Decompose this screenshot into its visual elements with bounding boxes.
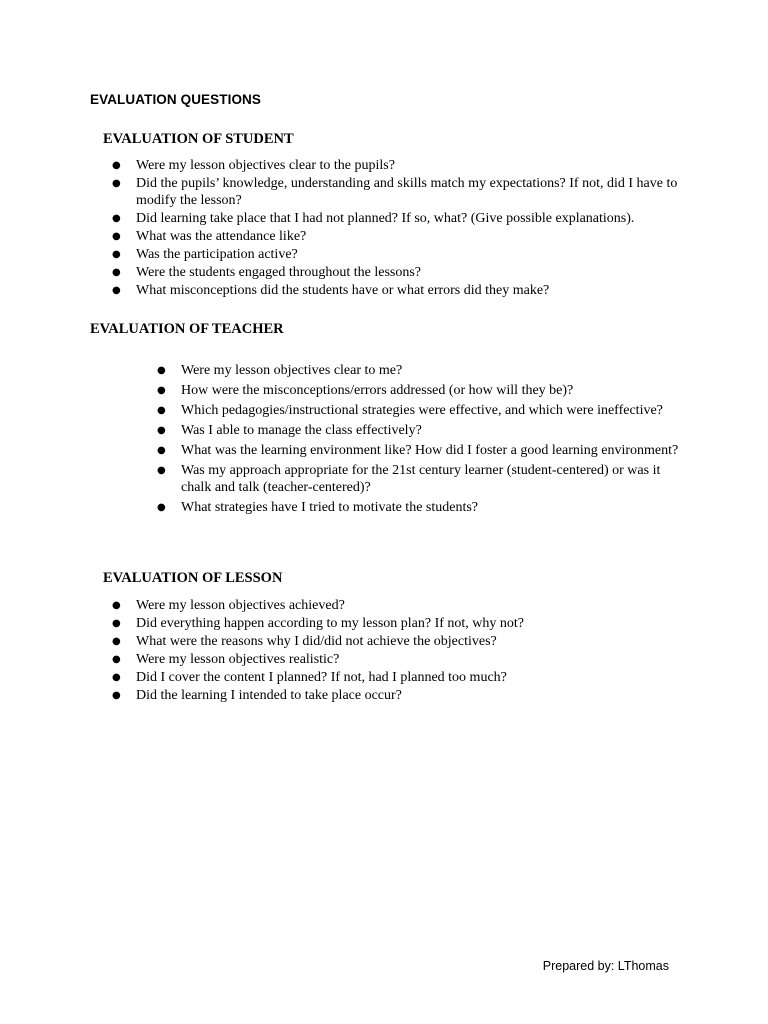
question-text: Did I cover the content I planned? If not, had I planned too much? [136,670,507,685]
question-text: Did the pupils’ knowledge, understanding and skills match my expectations? If not, did I have to modify the lesson? [136,176,678,208]
teacher-question-list [157,363,681,520]
question-text: What misconceptions did the students have or what errors did they make? [136,282,550,298]
page-title: EVALUATION QUESTIONS [90,92,262,107]
question-text: What strategies have I tried to motivate the students? [181,499,479,515]
bullet-icon: ● [112,672,121,683]
question-text: What was the attendance like? [136,228,307,244]
bullet-icon: ● [157,445,166,456]
list-item [157,403,681,420]
list-item [112,282,696,300]
list-item [112,228,696,246]
question-text: Was the participation active? [136,246,298,262]
bullet-icon: ● [157,465,166,476]
section-heading-teacher: EVALUATION OF TEACHER [90,321,284,337]
question-text: Did everything happen according to my lesson plan? If not, why not? [136,616,525,631]
question-text: Was I able to manage the class effectively? [181,423,422,438]
bullet-icon: ● [112,230,121,242]
bullet-icon: ● [112,600,121,611]
question-text: Were my lesson objectives realistic? [136,652,340,667]
bullet-icon: ● [112,654,121,665]
question-text: What were the reasons why I did/did not achieve the objectives? [136,634,497,649]
bullet-icon: ● [112,266,121,278]
list-item [112,264,696,282]
bullet-icon: ● [112,618,121,629]
lesson-question-list [112,598,696,706]
list-item [157,383,681,400]
bullet-icon: ● [157,385,166,396]
question-text: Did learning take place that I had not planned? If so, what? (Give possible explanations). [136,210,635,226]
prepared-by-footer: Prepared by: LThomas [542,959,669,973]
bullet-icon: ● [157,365,166,376]
question-text: Were my lesson objectives clear to me? [181,363,403,378]
student-question-list [112,158,696,301]
question-text: Was my approach appropriate for the 21st century learner (student-centered) or was it chalk and talk (teacher-centered)? [181,463,661,495]
bullet-icon: ● [112,284,121,296]
list-item [112,688,696,705]
list-item [157,499,681,517]
question-text: Were the students engaged throughout the lessons? [136,264,422,280]
bullet-icon: ● [112,160,121,171]
bullet-icon: ● [112,636,121,647]
list-item [157,423,681,440]
section-heading-lesson: EVALUATION OF LESSON [103,570,283,586]
bullet-icon: ● [112,690,121,701]
list-item [157,443,681,460]
bullet-icon: ● [157,425,166,436]
question-text: Did the learning I intended to take place occur? [136,688,402,703]
section-heading-student: EVALUATION OF STUDENT [103,131,294,147]
list-item [112,210,696,228]
list-item [112,598,696,615]
question-text: What was the learning environment like? How did I foster a good learning environment? [181,443,679,458]
bullet-icon: ● [112,248,121,260]
bullet-icon: ● [112,178,121,189]
list-item [157,363,681,380]
bullet-icon: ● [157,501,166,513]
question-text: How were the misconceptions/errors addressed (or how will they be)? [181,383,574,398]
bullet-icon: ● [157,405,166,416]
question-text: Were my lesson objectives achieved? [136,598,345,613]
question-text: Were my lesson objectives clear to the pupils? [136,158,395,173]
list-item [112,616,696,633]
list-item [112,246,696,264]
bullet-icon: ● [112,212,121,224]
list-item [112,158,696,175]
list-item [112,652,696,669]
list-item [112,670,696,687]
list-item [112,634,696,651]
question-text: Which pedagogies/instructional strategies were effective, and which were ineffective? [181,403,663,418]
list-item [112,176,696,209]
list-item [157,463,681,496]
